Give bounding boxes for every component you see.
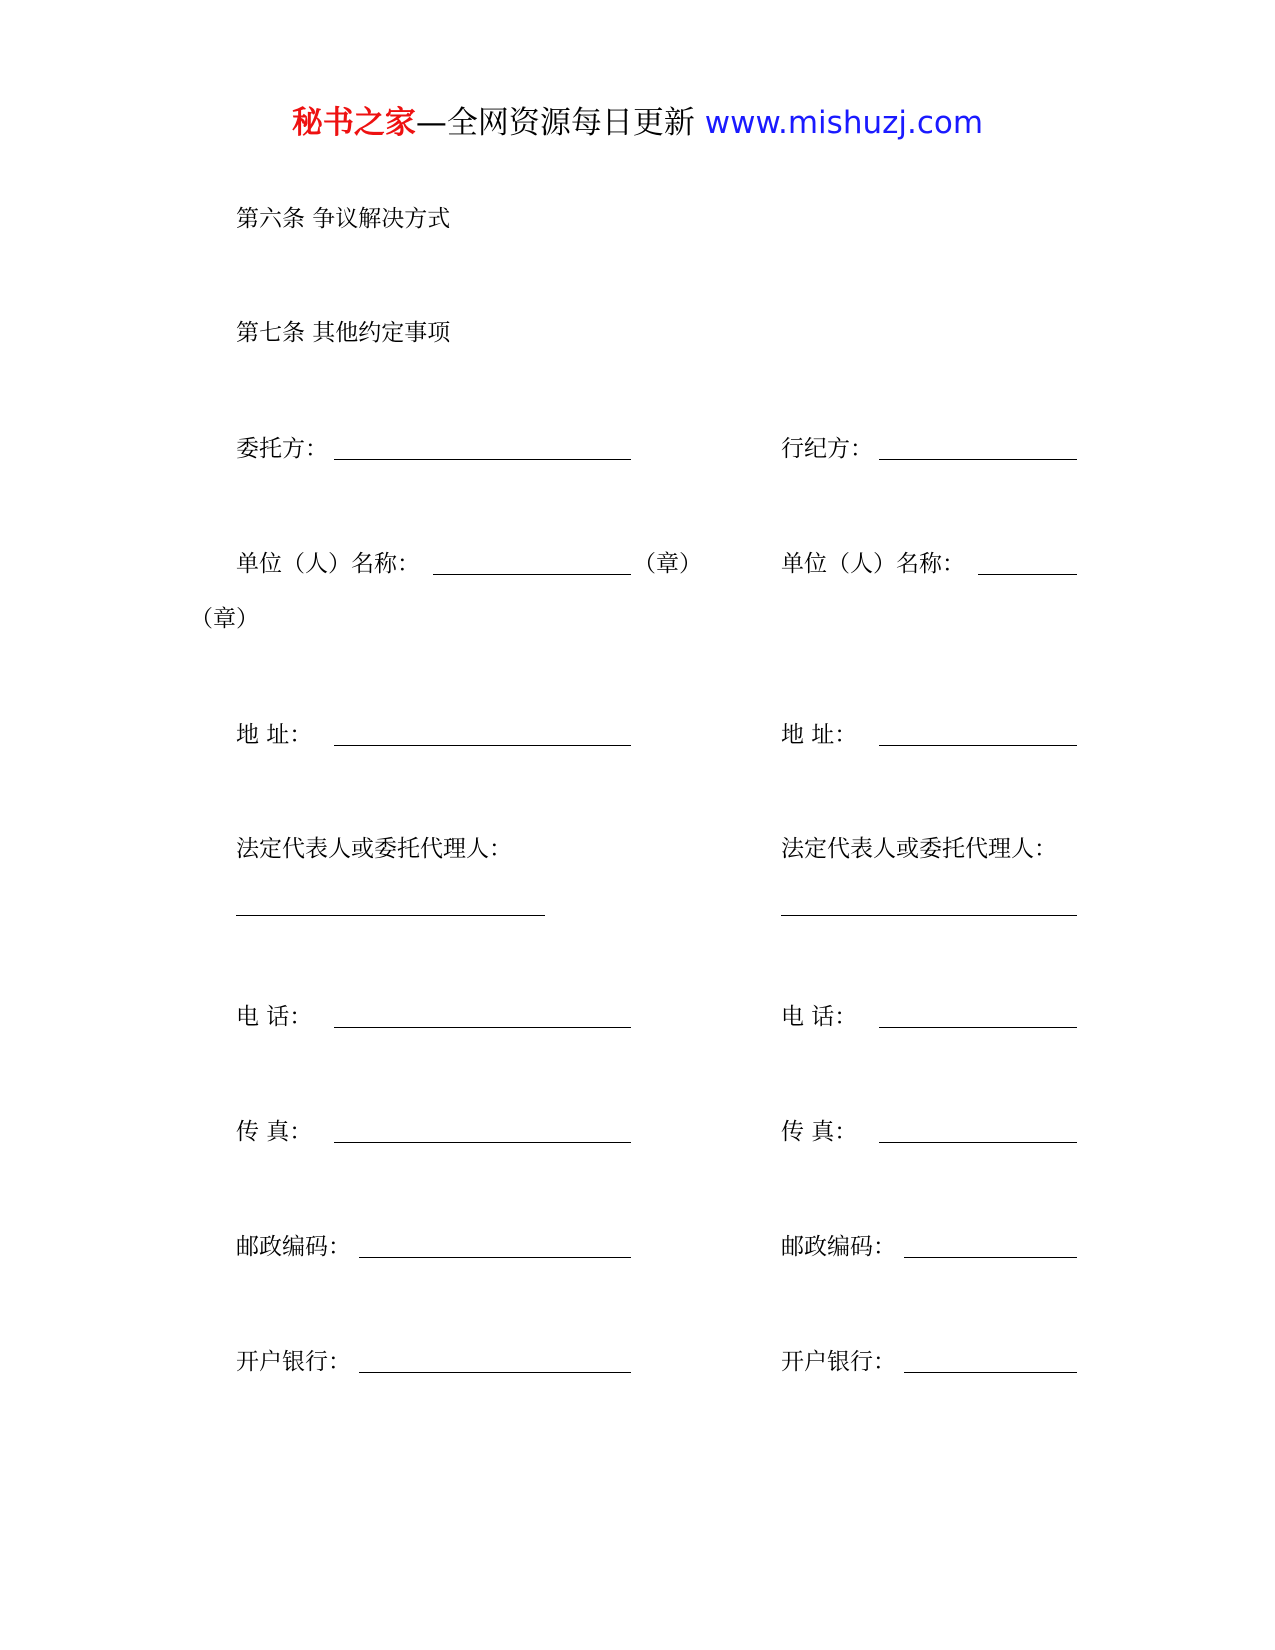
right-phone-label: 电 话： [781, 1004, 858, 1030]
right-name-label: 单位（人）名称： [781, 551, 965, 577]
left-postcode-label: 邮政编码： [236, 1234, 351, 1260]
left-postcode-field[interactable] [359, 1257, 631, 1258]
right-postcode-label: 邮政编码： [781, 1234, 896, 1260]
right-postcode-field[interactable] [904, 1257, 1077, 1258]
right-seal: （章） [190, 606, 259, 632]
page-header [0, 100, 1275, 146]
right-address-field[interactable] [879, 745, 1077, 746]
right-phone-field[interactable] [879, 1027, 1077, 1028]
left-bank-field[interactable] [359, 1372, 631, 1373]
left-seal: （章） [633, 551, 702, 577]
right-address-label: 地 址： [781, 722, 858, 748]
left-fax-field[interactable] [334, 1142, 631, 1143]
left-name-field[interactable] [433, 574, 631, 575]
left-phone-label: 电 话： [236, 1004, 313, 1030]
right-bank-field[interactable] [904, 1372, 1077, 1373]
left-rep-field[interactable] [236, 915, 545, 916]
left-phone-field[interactable] [334, 1027, 631, 1028]
left-fax-label: 传 真： [236, 1119, 313, 1145]
left-party-label: 委托方： [236, 436, 328, 462]
left-party-field[interactable] [334, 459, 631, 460]
right-rep-label: 法定代表人或委托代理人： [781, 836, 1057, 862]
right-party-label: 行纪方： [781, 436, 873, 462]
right-rep-field[interactable] [781, 915, 1077, 916]
left-address-field[interactable] [334, 745, 631, 746]
header-url[interactable]: www.mishuzj.com [704, 105, 984, 141]
right-name-field[interactable] [978, 574, 1077, 575]
right-bank-label: 开户银行： [781, 1349, 896, 1375]
left-name-label: 单位（人）名称： [236, 551, 420, 577]
left-bank-label: 开户银行： [236, 1349, 351, 1375]
left-rep-label: 法定代表人或委托代理人： [236, 836, 512, 862]
right-fax-label: 传 真： [781, 1119, 858, 1145]
article-6-heading: 第六条 争议解决方式 [236, 206, 451, 232]
article-7-heading: 第七条 其他约定事项 [236, 320, 451, 346]
right-fax-field[interactable] [879, 1142, 1077, 1143]
header-brand: 秘书之家 [291, 105, 416, 141]
right-party-field[interactable] [879, 459, 1077, 460]
left-address-label: 地 址： [236, 722, 313, 748]
header-tagline: —全网资源每日更新 [415, 105, 695, 141]
